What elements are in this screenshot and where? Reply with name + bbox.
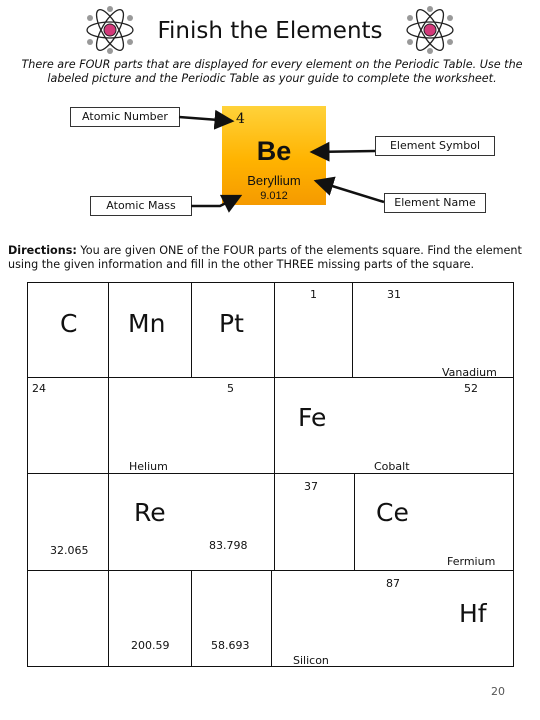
given-element-name: Helium [129,460,168,473]
element-square [353,283,514,378]
element-square [272,571,514,667]
label-element-name: Element Name [384,193,486,213]
element-square [109,283,192,378]
given-symbol: C [60,309,78,338]
arrow-atomic-number [179,117,232,121]
given-element-name: Silicon [293,654,329,667]
element-square [109,571,192,667]
given-atomic-mass: 200.59 [131,639,170,652]
element-square [275,474,355,571]
given-atomic-mass: 24 [32,382,46,395]
label-element-symbol: Element Symbol [375,136,495,156]
given-element-name: Fermium [447,555,496,568]
label-atomic-number: Atomic Number [70,107,180,127]
given-symbol: Mn [128,309,166,338]
page-title: Finish the Elements [157,18,383,44]
element-square [355,474,514,571]
given-atomic-number: 1 [310,288,317,301]
given-atomic-number: 37 [304,480,318,493]
element-square [275,366,514,474]
tile-atomic-number: 4 [236,111,245,127]
page-number: 20 [491,685,505,698]
intro-text: There are FOUR parts that are displayed for every element on the Periodic Table. Use the labeled picture and the Periodic Table as your guide to complete the worksheet. [21,58,523,85]
given-atomic-number: 31 [387,288,401,301]
given-atomic-mass: 83.798 [209,539,248,552]
given-atomic-mass: 52 [464,382,478,395]
given-symbol: Pt [219,309,244,338]
diagram-arrows [0,0,540,240]
given-symbol: Ce [376,498,409,527]
element-square [109,474,275,571]
given-atomic-mass: 58.693 [211,639,250,652]
tile-symbol: Be [256,136,292,166]
directions-label: Directions: [8,244,77,257]
element-square [28,378,109,474]
given-element-name: Vanadium [442,366,497,379]
given-symbol: Fe [298,403,327,432]
element-square [275,283,353,378]
element-grid [27,282,514,667]
element-square [28,474,109,571]
given-atomic-number: 5 [227,382,234,395]
element-square [28,571,109,667]
given-atomic-number: 87 [386,577,400,590]
element-square [192,571,272,667]
directions-text: You are given ONE of the FOUR parts of the elements square. Find the element using the given information and fill in the other THREE missing parts of the square. [8,244,522,271]
given-element-name: Cobalt [374,460,410,473]
arrow-atomic-mass [191,196,240,206]
label-atomic-mass: Atomic Mass [90,196,192,216]
given-atomic-mass: 32.065 [50,544,89,557]
arrow-element-name [316,181,384,202]
element-square [192,283,275,378]
given-symbol: Re [134,498,166,527]
arrow-element-symbol [312,151,375,152]
tile-mass: 9.012 [260,190,288,202]
element-square [28,283,109,378]
element-square [109,378,275,474]
given-symbol: Hf [459,599,487,628]
tile-name: Beryllium [247,173,301,188]
directions [8,244,534,272]
